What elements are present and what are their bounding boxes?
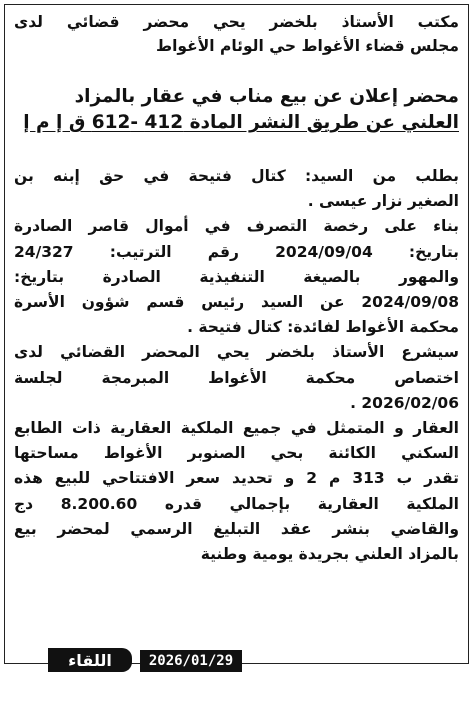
body-line: بالمزاد العلني بجريدة يومية وطنية: [200, 545, 459, 564]
body-line: سيشرع الأستاذ بلخضر يحي المحضر القضائي لدى: [14, 343, 459, 362]
body-line: 2024/09/08 عن السيد رئيس قسم شؤون الأسرة: [14, 293, 459, 312]
body-line: محكمة الأغواط لفائدة: كتال فتيحة .: [187, 318, 459, 337]
body-line: السكني الكائنة بحي الصنوبر الأغواط مساحتها: [14, 444, 459, 463]
title-line-2: العلني عن طريق النشر المادة 412 -612 ق إ م إ: [23, 112, 459, 133]
notice-header: [14, 10, 459, 58]
header-court-line: مجلس قضاء الأغواط حي الوئام الأغواط: [156, 37, 459, 55]
notice-title: [14, 84, 459, 136]
newspaper-name: اللقاء: [48, 648, 132, 672]
body-line: بتاريخ: 2024/09/04 رقم الترتيب: 24/327: [14, 242, 459, 261]
body-line: والمهور بالصيغة التنفيذية الصادرة بتاريخ:: [14, 267, 459, 286]
body-line: بطلب من السيد: كتال فتيحة في حق إبنه بن: [14, 167, 459, 185]
publication-date: 2026/01/29: [140, 650, 242, 672]
header-office-line: مكتب الأستاذ بلخضر يحي محضر قضائي لدى: [14, 13, 459, 31]
body-line: بناء على رخصة التصرف في أموال قاصر الصادرة: [14, 217, 459, 236]
title-line-1: محضر إعلان عن بيع مناب في عقار بالمزاد: [74, 86, 459, 107]
notice-footer: [0, 648, 473, 676]
body-line: الملكية العقارية بإجمالي قدره 8.200.60 دج: [14, 494, 459, 513]
notice-body: [14, 164, 459, 567]
body-line: العقار و المتمثل في جميع الملكية العقارية ذات الطابع: [14, 419, 459, 438]
body-line: 2026/02/06 .: [350, 393, 459, 412]
body-line: الصغير نزار عيسى .: [307, 192, 459, 211]
body-line: والقاضي بنشر عقد التبليغ الرسمي لمحضر بيع: [14, 519, 459, 538]
notice-content: [14, 10, 459, 567]
body-line: تقدر ب 313 م 2 و تحديد سعر الافتتاحي للبيع هذه: [14, 469, 459, 488]
body-line: اختصاص محكمة الأغواط المبرمجة لجلسة: [14, 368, 459, 387]
